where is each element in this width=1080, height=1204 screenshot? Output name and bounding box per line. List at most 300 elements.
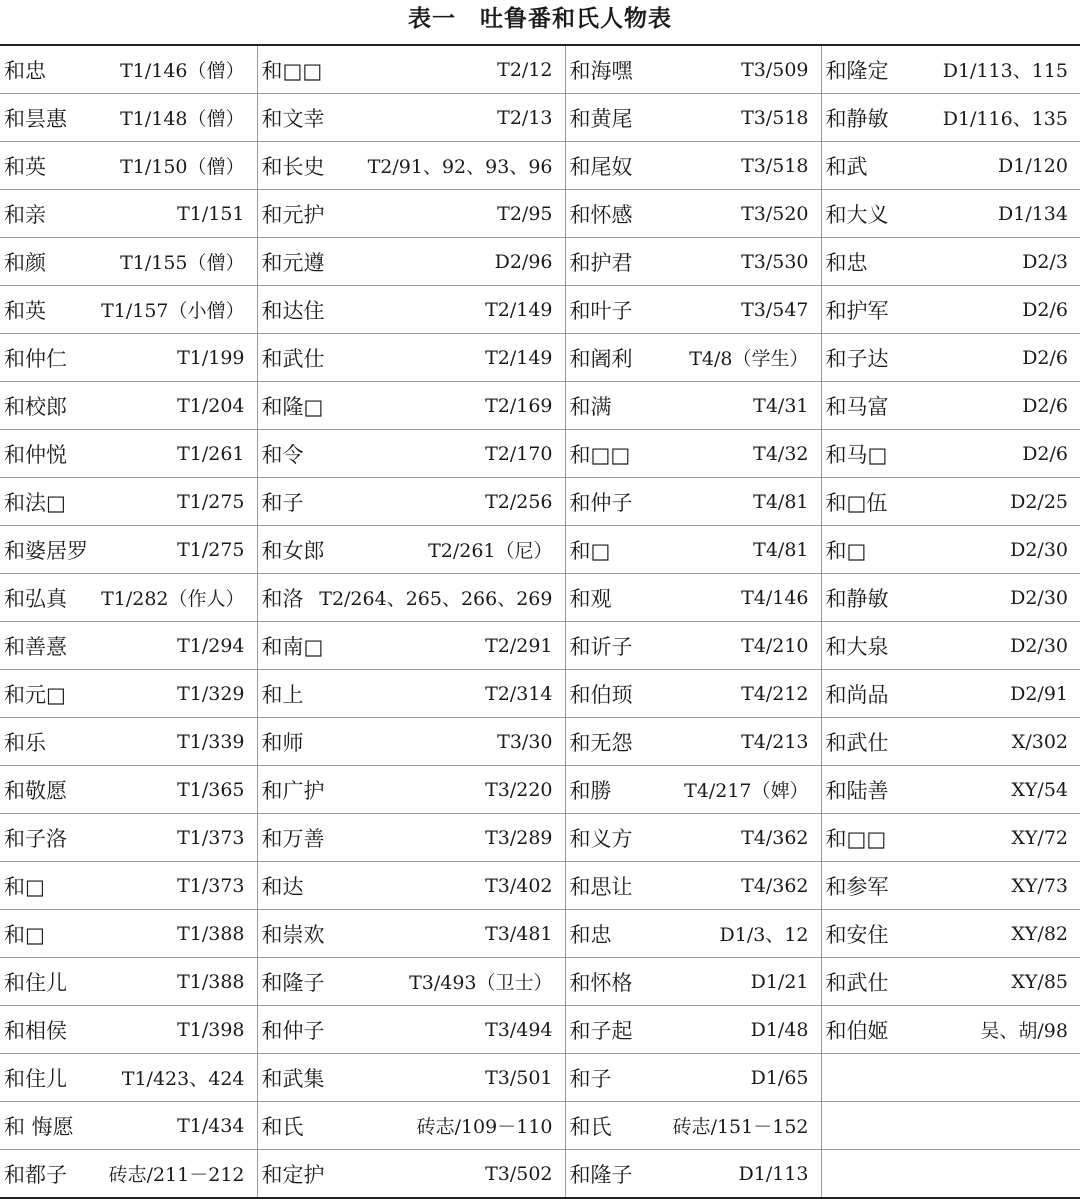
- person-name: 和护军: [825, 298, 889, 323]
- person-name: 和万善: [261, 826, 325, 851]
- person-name: 和元护: [261, 202, 325, 227]
- table-cell: [257, 478, 565, 526]
- person-name: 和隆子: [261, 970, 325, 995]
- source-reference: T2/314: [485, 682, 553, 705]
- table-cell: [821, 718, 1080, 766]
- source-reference: T1/261: [177, 442, 245, 465]
- person-name: 和氏: [569, 1114, 612, 1139]
- table-cell: [565, 862, 821, 910]
- person-name: 和大泉: [825, 634, 889, 659]
- table-cell: [0, 574, 257, 622]
- table-cell: [257, 670, 565, 718]
- source-reference: T1/155（僧）: [120, 252, 245, 274]
- source-reference: T3/502: [485, 1162, 553, 1185]
- table-cell: [0, 142, 257, 190]
- person-name: 和□: [569, 538, 611, 563]
- table-row: [0, 382, 1080, 430]
- table-row: [0, 862, 1080, 910]
- table-cell: [257, 862, 565, 910]
- table-cell: [821, 142, 1080, 190]
- table-cell: [257, 142, 565, 190]
- table-cell: [257, 1006, 565, 1054]
- table-cell: [257, 238, 565, 286]
- source-reference: D2/3: [1022, 250, 1068, 273]
- source-reference: T1/373: [177, 826, 245, 849]
- person-name: 和武仕: [825, 970, 889, 995]
- source-reference: T4/210: [741, 634, 809, 657]
- source-reference: T3/220: [485, 778, 553, 801]
- person-name: 和观: [569, 586, 612, 611]
- person-name: 和忠: [825, 250, 868, 275]
- table-cell: [257, 766, 565, 814]
- table-cell: [0, 718, 257, 766]
- source-reference: T1/282（作人）: [101, 588, 245, 610]
- source-reference: T2/291: [485, 634, 553, 657]
- table-row: [0, 718, 1080, 766]
- source-reference: D2/96: [494, 250, 553, 273]
- source-reference: T1/398: [177, 1018, 245, 1041]
- table-cell: [257, 526, 565, 574]
- person-name: 和忠: [4, 58, 46, 83]
- table-row: [0, 622, 1080, 670]
- person-name: 和长史: [261, 154, 325, 179]
- source-reference: T2/149: [485, 346, 553, 369]
- table-cell: [257, 45, 565, 94]
- person-name: 和马富: [825, 394, 889, 419]
- source-reference: D1/113: [738, 1162, 809, 1185]
- source-reference: D2/91: [1010, 682, 1068, 705]
- person-name: 和思让: [569, 874, 633, 899]
- source-reference: 砖志/211－212: [108, 1164, 245, 1186]
- source-reference: T4/31: [753, 394, 809, 417]
- table-row: [0, 94, 1080, 142]
- source-reference: T2/261（尼）: [428, 540, 553, 562]
- person-name: 和师: [261, 730, 304, 755]
- person-name: 和达: [261, 874, 304, 899]
- source-reference: XY/54: [1011, 778, 1068, 801]
- person-name: 和忠: [569, 922, 612, 947]
- table-cell: [257, 334, 565, 382]
- source-reference: D1/21: [750, 970, 809, 993]
- person-name: 和仲仁: [4, 346, 67, 371]
- source-reference: T4/8（学生）: [689, 348, 809, 370]
- table-cell: [821, 958, 1080, 1006]
- table-cell: [821, 910, 1080, 958]
- source-reference: T1/294: [177, 634, 245, 657]
- person-name: 和□□: [825, 826, 887, 851]
- person-name: 和乐: [4, 730, 46, 755]
- table-cell: [821, 478, 1080, 526]
- table-cell: [0, 478, 257, 526]
- table-cell: [257, 382, 565, 430]
- person-name: 和弘真: [4, 586, 67, 611]
- table-cell: [0, 622, 257, 670]
- person-name: 和隆定: [825, 58, 889, 83]
- table-cell: [0, 958, 257, 1006]
- source-reference: T4/213: [741, 730, 809, 753]
- person-name: 和义方: [569, 826, 633, 851]
- source-reference: D2/6: [1022, 346, 1068, 369]
- table-cell: [257, 958, 565, 1006]
- table-cell: [565, 286, 821, 334]
- person-name: 和子: [261, 490, 304, 515]
- source-reference: D2/25: [1010, 490, 1068, 513]
- table-cell: [821, 1006, 1080, 1054]
- table-cell: [0, 190, 257, 238]
- person-name: 和子起: [569, 1018, 633, 1043]
- table-row: [0, 190, 1080, 238]
- source-reference: T3/509: [741, 58, 809, 81]
- person-name: 和女郎: [261, 538, 325, 563]
- table-cell: [0, 766, 257, 814]
- table-cell: [257, 1150, 565, 1199]
- table-cell: [565, 1150, 821, 1199]
- table-cell: [0, 94, 257, 142]
- source-reference: T2/95: [497, 202, 553, 225]
- source-reference: D2/30: [1010, 586, 1068, 609]
- source-reference: T3/30: [497, 730, 553, 753]
- source-reference: D1/3、12: [719, 924, 809, 946]
- source-reference: T3/402: [485, 874, 553, 897]
- table-cell: [0, 670, 257, 718]
- table-cell: [565, 382, 821, 430]
- person-name: 和□: [825, 538, 867, 563]
- table-row: [0, 45, 1080, 94]
- source-reference: T2/169: [485, 394, 553, 417]
- table-cell: [821, 45, 1080, 94]
- table-cell: [821, 862, 1080, 910]
- source-reference: T1/150（僧）: [120, 156, 245, 178]
- source-reference: D1/134: [998, 202, 1068, 225]
- person-name: 和武仕: [261, 346, 325, 371]
- source-reference: T4/217（婢）: [684, 780, 809, 802]
- person-name: 和武: [825, 154, 868, 179]
- person-name: 和马□: [825, 442, 888, 467]
- table-cell: [0, 286, 257, 334]
- person-name: 和元□: [4, 682, 66, 707]
- table-row: [0, 334, 1080, 382]
- table-cell: [257, 1102, 565, 1150]
- source-reference: T3/520: [741, 202, 809, 225]
- source-reference: T4/32: [753, 442, 809, 465]
- table-cell: [257, 190, 565, 238]
- source-reference: XY/73: [1011, 874, 1068, 897]
- table-cell: [565, 334, 821, 382]
- source-reference: T3/501: [485, 1066, 553, 1089]
- table-title: 表一 吐鲁番和氏人物表: [408, 6, 672, 32]
- person-name: 和叶子: [569, 298, 633, 323]
- source-reference: XY/85: [1011, 970, 1068, 993]
- person-name: 和校郎: [4, 394, 67, 419]
- table-cell: [821, 526, 1080, 574]
- table-cell: [257, 574, 565, 622]
- person-name: 和武仕: [825, 730, 889, 755]
- person-name: 和怀感: [569, 202, 633, 227]
- table-row: [0, 574, 1080, 622]
- source-reference: T3/494: [485, 1018, 553, 1041]
- table-cell: [0, 1102, 257, 1150]
- person-name: 和崇欢: [261, 922, 325, 947]
- table-cell: [565, 94, 821, 142]
- person-name: 和□伍: [825, 490, 888, 515]
- person-name: 和伯姬: [825, 1018, 889, 1043]
- person-name: 和静敏: [825, 586, 889, 611]
- person-name: 和阇利: [569, 346, 633, 371]
- table-cell: [821, 190, 1080, 238]
- source-reference: T2/264、265、266、269: [319, 588, 553, 610]
- table-cell: [0, 382, 257, 430]
- source-reference: D2/30: [1010, 634, 1068, 657]
- source-reference: T4/81: [753, 490, 809, 513]
- person-name: 和广护: [261, 778, 325, 803]
- table-cell: [0, 814, 257, 862]
- source-reference: T1/329: [177, 682, 245, 705]
- person-name: 和定护: [261, 1162, 325, 1187]
- source-reference: T4/212: [741, 682, 809, 705]
- source-reference: D1/65: [750, 1066, 809, 1089]
- person-name: 和□□: [261, 58, 323, 83]
- table-cell: [565, 142, 821, 190]
- person-name: 和都子: [4, 1162, 67, 1187]
- person-name: 和仲子: [569, 490, 633, 515]
- table-cell: [565, 718, 821, 766]
- table-cell: [565, 574, 821, 622]
- person-name: 和安住: [825, 922, 889, 947]
- source-reference: T3/493（卫士）: [409, 972, 553, 994]
- person-name: 和子洛: [4, 826, 67, 851]
- table-row: [0, 958, 1080, 1006]
- person-name: 和文幸: [261, 106, 325, 131]
- person-name: 和参军: [825, 874, 889, 899]
- source-reference: XY/72: [1011, 826, 1068, 849]
- table-row: [0, 766, 1080, 814]
- source-reference: T1/388: [177, 922, 245, 945]
- source-reference: T1/275: [177, 538, 245, 561]
- person-name: 和敬愿: [4, 778, 67, 803]
- table-cell: [565, 430, 821, 478]
- table-cell: [821, 286, 1080, 334]
- person-name: 和大义: [825, 202, 889, 227]
- source-reference: 砖志/151－152: [672, 1116, 809, 1138]
- table-cell: [0, 430, 257, 478]
- source-reference: T3/518: [741, 106, 809, 129]
- source-reference: D2/30: [1010, 538, 1068, 561]
- person-table: [0, 44, 1080, 1199]
- table-cell: [0, 1150, 257, 1199]
- source-reference: T1/204: [177, 394, 245, 417]
- table-cell: [821, 1102, 1080, 1150]
- source-reference: D1/120: [998, 154, 1068, 177]
- person-name: 和氏: [261, 1114, 304, 1139]
- source-reference: D2/6: [1022, 442, 1068, 465]
- source-reference: T1/151: [177, 202, 245, 225]
- table-cell: [821, 814, 1080, 862]
- person-name: 和黄尾: [569, 106, 633, 131]
- person-name: 和仲子: [261, 1018, 325, 1043]
- table-cell: [565, 478, 821, 526]
- person-name: 和隆子: [569, 1162, 633, 1187]
- person-name: 和尾奴: [569, 154, 633, 179]
- table-row: [0, 670, 1080, 718]
- source-reference: D1/116、135: [942, 108, 1068, 130]
- person-name: 和满: [569, 394, 612, 419]
- table-cell: [821, 1054, 1080, 1102]
- person-name: 和法□: [4, 490, 66, 515]
- source-reference: D1/113、115: [942, 60, 1068, 82]
- table-cell: [565, 958, 821, 1006]
- person-name: 和□□: [569, 442, 631, 467]
- table-row: [0, 286, 1080, 334]
- person-name: 和尚品: [825, 682, 889, 707]
- table-cell: [821, 238, 1080, 286]
- source-reference: D2/6: [1022, 298, 1068, 321]
- source-reference: T2/13: [497, 106, 553, 129]
- person-name: 和住儿: [4, 970, 67, 995]
- table-cell: [821, 94, 1080, 142]
- source-reference: T1/157（小僧）: [101, 300, 245, 322]
- source-reference: T1/148（僧）: [120, 108, 245, 130]
- table-cell: [565, 1006, 821, 1054]
- table-cell: [257, 94, 565, 142]
- table-row: [0, 814, 1080, 862]
- person-name: 和护君: [569, 250, 633, 275]
- person-name: 和令: [261, 442, 304, 467]
- source-reference: T1/146（僧）: [120, 60, 245, 82]
- table-cell: [821, 574, 1080, 622]
- table-cell: [565, 910, 821, 958]
- person-name: 和□: [4, 874, 45, 899]
- source-reference: T1/339: [177, 730, 245, 753]
- table-cell: [565, 670, 821, 718]
- person-name: 和□: [4, 922, 45, 947]
- person-name: 和住儿: [4, 1066, 67, 1091]
- table-cell: [821, 766, 1080, 814]
- source-reference: XY/82: [1011, 922, 1068, 945]
- table-cell: [257, 286, 565, 334]
- source-reference: T3/481: [485, 922, 553, 945]
- person-name: 和海嘿: [569, 58, 633, 83]
- table-cell: [257, 910, 565, 958]
- table-row: [0, 526, 1080, 574]
- table-cell: [821, 430, 1080, 478]
- source-reference: T2/91、92、93、96: [367, 156, 553, 178]
- table-cell: [821, 670, 1080, 718]
- person-name: 和昙惠: [4, 106, 67, 131]
- table-cell: [565, 190, 821, 238]
- table-cell: [821, 382, 1080, 430]
- table-row: [0, 1102, 1080, 1150]
- person-name: 和仲悦: [4, 442, 67, 467]
- table-cell: [257, 814, 565, 862]
- table-cell: [0, 1006, 257, 1054]
- person-name: 和南□: [261, 634, 324, 659]
- person-table-body: [0, 45, 1080, 1198]
- table-cell: [565, 45, 821, 94]
- table-cell: [0, 45, 257, 94]
- person-name: 和相侯: [4, 1018, 67, 1043]
- person-name: 和子: [569, 1066, 612, 1091]
- person-name: 和䜣子: [569, 634, 633, 659]
- table-cell: [565, 238, 821, 286]
- person-name: 和静敏: [825, 106, 889, 131]
- source-reference: T1/434: [177, 1114, 245, 1137]
- person-name: 和隆□: [261, 394, 324, 419]
- person-name: 和武集: [261, 1066, 325, 1091]
- table-cell: [565, 1102, 821, 1150]
- person-name: 和陆善: [825, 778, 889, 803]
- person-name: 和善憙: [4, 634, 67, 659]
- table-cell: [565, 622, 821, 670]
- source-reference: T1/373: [177, 874, 245, 897]
- table-row: [0, 1054, 1080, 1102]
- source-reference: T2/12: [497, 58, 553, 81]
- person-name: 和上: [261, 682, 304, 707]
- table-row: [0, 1150, 1080, 1199]
- table-cell: [257, 1054, 565, 1102]
- source-reference: T1/199: [177, 346, 245, 369]
- table-row: [0, 478, 1080, 526]
- person-name: 和元遵: [261, 250, 325, 275]
- person-name: 和伯顼: [569, 682, 633, 707]
- source-reference: T4/362: [741, 826, 809, 849]
- source-reference: T3/530: [741, 250, 809, 273]
- person-name: 和子达: [825, 346, 889, 371]
- source-reference: T3/289: [485, 826, 553, 849]
- person-name: 和颜: [4, 250, 46, 275]
- source-reference: T4/362: [741, 874, 809, 897]
- source-reference: T1/275: [177, 490, 245, 513]
- source-reference: T1/388: [177, 970, 245, 993]
- source-reference: T1/365: [177, 778, 245, 801]
- table-cell: [0, 910, 257, 958]
- table-cell: [565, 814, 821, 862]
- table-row: [0, 430, 1080, 478]
- person-name: 和亲: [4, 202, 46, 227]
- source-reference: T4/81: [753, 538, 809, 561]
- table-cell: [821, 334, 1080, 382]
- table-row: [0, 142, 1080, 190]
- source-reference: X/302: [1011, 730, 1068, 753]
- person-name: 和英: [4, 298, 46, 323]
- person-name: 和英: [4, 154, 46, 179]
- table-row: [0, 910, 1080, 958]
- person-name: 和勝: [569, 778, 612, 803]
- table-cell: [0, 1054, 257, 1102]
- source-reference: T3/518: [741, 154, 809, 177]
- source-reference: T1/423、424: [121, 1068, 245, 1090]
- table-cell: [257, 718, 565, 766]
- person-name: 和婆居罗: [4, 538, 88, 563]
- source-reference: D2/6: [1022, 394, 1068, 417]
- person-name: 和达住: [261, 298, 325, 323]
- table-cell: [0, 862, 257, 910]
- table-cell: [821, 1150, 1080, 1199]
- source-reference: T4/146: [741, 586, 809, 609]
- table-cell: [0, 334, 257, 382]
- table-cell: [565, 526, 821, 574]
- person-name: 和 悔愿: [4, 1114, 74, 1139]
- source-reference: T3/547: [741, 298, 809, 321]
- source-reference: T2/256: [485, 490, 553, 513]
- table-cell: [565, 1054, 821, 1102]
- source-reference: 吴、胡/98: [980, 1020, 1068, 1042]
- person-name: 和洛: [261, 586, 304, 611]
- table-cell: [0, 526, 257, 574]
- source-reference: 砖志/109－110: [416, 1116, 553, 1138]
- source-reference: T2/149: [485, 298, 553, 321]
- table-cell: [257, 430, 565, 478]
- source-reference: D1/48: [750, 1018, 809, 1041]
